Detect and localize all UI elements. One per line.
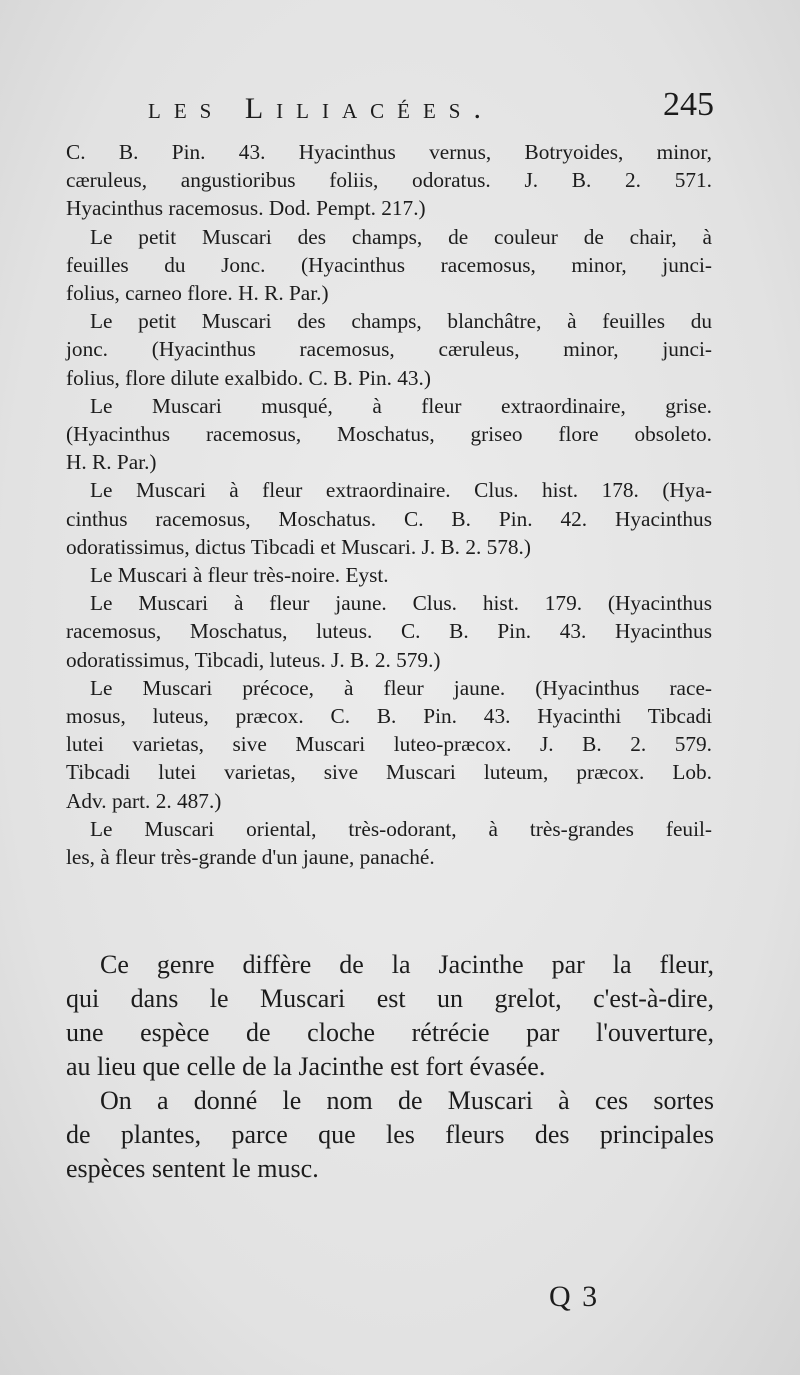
entry-line: Le Muscari à fleur très-noire. Eyst. xyxy=(90,563,389,588)
page-header xyxy=(148,86,714,130)
synonym-entry xyxy=(66,589,712,674)
entry-line: cæruleus, angustioribus foliis, odoratus. J. B. 2. 571. xyxy=(66,168,712,193)
paragraph-line: de plantes, parce que les fleurs des principales xyxy=(66,1120,714,1149)
entry-line: Le Muscari à fleur jaune. Clus. hist. 179. (Hyacinthus xyxy=(90,591,712,616)
paragraph-line: Ce genre diffère de la Jacinthe par la fleur, xyxy=(100,950,714,979)
synonym-list xyxy=(66,138,712,871)
running-title: les Liliacées. xyxy=(148,92,494,125)
paragraph-line: qui dans le Muscari est un grelot, c'est-à-dire, xyxy=(66,984,714,1013)
entry-line: racemosus, Moschatus, luteus. C. B. Pin. 43. Hyacinthus xyxy=(66,619,712,644)
entry-line: folius, carneo flore. H. R. Par.) xyxy=(66,281,329,306)
commentary-paragraph xyxy=(66,1084,714,1186)
entry-line: feuilles du Jonc. (Hyacinthus racemosus, minor, junci- xyxy=(66,252,712,277)
entry-line: cinthus racemosus, Moschatus. C. B. Pin. 42. Hyacinthus xyxy=(66,506,712,531)
entry-line: Le petit Muscari des champs, blanchâtre, à feuilles du xyxy=(90,309,712,334)
entry-line: Tibcadi lutei varietas, sive Muscari luteum, præcox. Lob. xyxy=(66,760,712,785)
entry-line: odoratissimus, dictus Tibcadi et Muscari. J. B. 2. 578.) xyxy=(66,534,531,559)
entry-line: lutei varietas, sive Muscari luteo-præcox. J. B. 2. 579. xyxy=(66,732,712,757)
commentary xyxy=(66,948,714,1186)
entry-line: Le Muscari précoce, à fleur jaune. (Hyacinthus race- xyxy=(90,675,712,700)
entry-line: les, à fleur très-grande d'un jaune, panaché. xyxy=(66,845,435,870)
synonym-entry xyxy=(66,476,712,561)
synonym-entry xyxy=(66,674,712,815)
entry-line: mosus, luteus, præcox. C. B. Pin. 43. Hyacinthi Tibcadi xyxy=(66,704,712,729)
entry-line: jonc. (Hyacinthus racemosus, cæruleus, minor, junci- xyxy=(66,337,712,362)
synonym-entry xyxy=(66,138,712,223)
entry-line: odoratissimus, Tibcadi, luteus. J. B. 2. 579.) xyxy=(66,647,441,672)
paragraph-line: au lieu que celle de la Jacinthe est fort évasée. xyxy=(66,1052,546,1081)
paragraph-line: On a donné le nom de Muscari à ces sortes xyxy=(100,1086,714,1115)
entry-line: folius, flore dilute exalbido. C. B. Pin. 43.) xyxy=(66,365,431,390)
entry-line: C. B. Pin. 43. Hyacinthus vernus, Botryoides, minor, xyxy=(66,140,712,164)
entry-line: H. R. Par.) xyxy=(66,450,157,475)
signature-mark: Q 3 xyxy=(549,1280,600,1313)
synonym-entry xyxy=(66,815,712,871)
page-number: 245 xyxy=(663,86,714,123)
synonym-entry xyxy=(66,561,712,589)
commentary-paragraph xyxy=(66,948,714,1084)
paragraph-line: une espèce de cloche rétrécie par l'ouverture, xyxy=(66,1018,714,1047)
synonym-entry xyxy=(66,307,712,392)
paragraph-line: espèces sentent le musc. xyxy=(66,1154,319,1183)
entry-line: (Hyacinthus racemosus, Moschatus, griseo flore obsoleto. xyxy=(66,422,712,447)
entry-line: Le Muscari musqué, à fleur extraordinaire, grise. xyxy=(90,393,712,418)
entry-line: Le petit Muscari des champs, de couleur de chair, à xyxy=(90,224,712,249)
entry-line: Le Muscari à fleur extraordinaire. Clus. hist. 178. (Hya- xyxy=(90,478,712,503)
entry-line: Hyacinthus racemosus. Dod. Pempt. 217.) xyxy=(66,196,426,221)
entry-line: Le Muscari oriental, très-odorant, à très-grandes feuil- xyxy=(90,816,712,841)
entry-line: Adv. part. 2. 487.) xyxy=(66,788,222,813)
synonym-entry xyxy=(66,392,712,477)
synonym-entry xyxy=(66,223,712,308)
